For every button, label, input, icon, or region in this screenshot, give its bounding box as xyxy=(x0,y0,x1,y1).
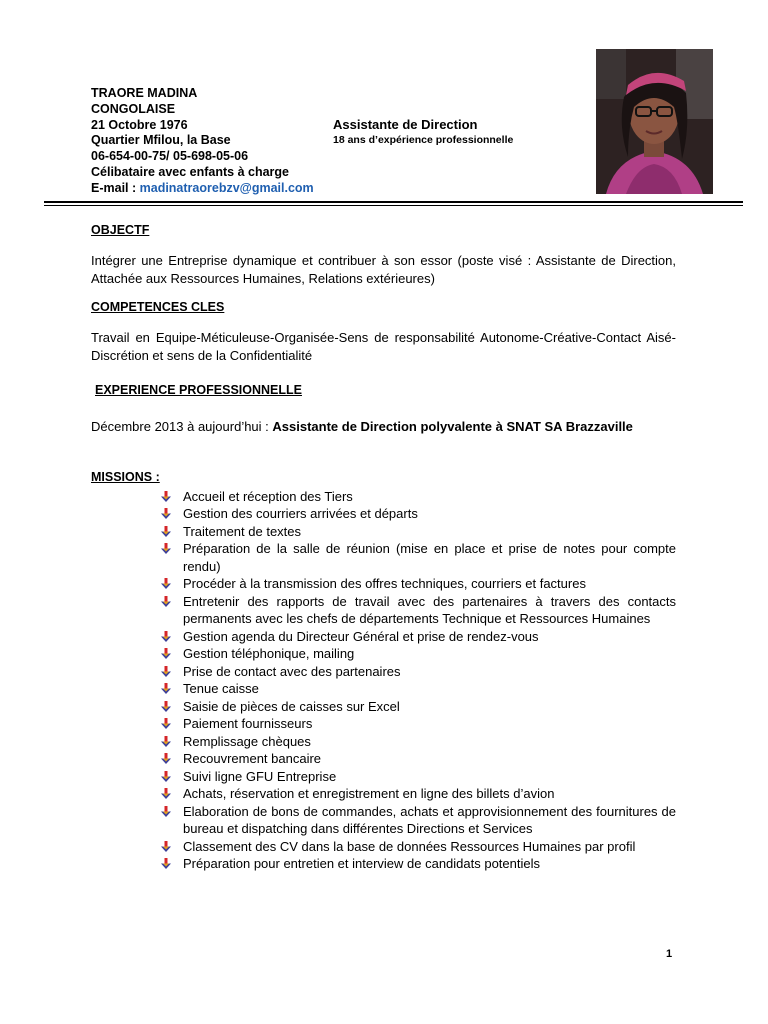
mission-item xyxy=(160,680,676,698)
arrow-bullet-icon xyxy=(160,508,172,520)
arrow-bullet-icon xyxy=(160,648,172,660)
objective-heading: OBJECTF xyxy=(91,223,150,237)
mission-text: Recouvrement bancaire xyxy=(183,751,322,766)
mission-text: Tenue caisse xyxy=(183,681,259,696)
arrow-bullet-icon xyxy=(160,858,172,870)
mission-item xyxy=(160,750,676,768)
mission-text: Accueil et réception des Tiers xyxy=(183,488,353,504)
job-title-block xyxy=(333,117,513,147)
mission-text: Préparation pour entretien et interview de candidats potentiels xyxy=(183,856,540,871)
arrow-bullet-icon xyxy=(160,753,172,765)
header-divider-thick xyxy=(44,201,743,203)
candidate-name: TRAORE MADINA xyxy=(91,86,198,100)
mission-item xyxy=(160,715,676,733)
skills-text: Travail en Equipe-Méticuleuse-Organisée-Sens de responsabilité Autonome-Créative-Contact Aisé-Discrétion et sens de la Confidentialité xyxy=(91,330,676,363)
mission-item xyxy=(160,663,676,681)
arrow-bullet-icon xyxy=(160,596,172,608)
arrow-bullet-icon xyxy=(160,806,172,818)
mission-item xyxy=(160,768,676,786)
mission-item xyxy=(160,698,676,716)
missions-heading: MISSIONS : xyxy=(91,470,160,484)
arrow-bullet-icon xyxy=(160,578,172,590)
mission-text: Procéder à la transmission des offres techniques, courriers et factures xyxy=(183,576,586,591)
portrait-image xyxy=(596,49,713,194)
mission-item xyxy=(160,803,676,838)
experience-summary: 18 ans d’expérience professionnelle xyxy=(333,134,514,146)
mission-text: Gestion téléphonique, mailing xyxy=(183,646,355,661)
mission-item xyxy=(160,838,676,856)
mission-text: Préparation de la salle de réunion (mise en place et prise de notes pour compte rendu) xyxy=(183,541,676,574)
phone-numbers: 06-654-00-75/ 05-698-05-06 xyxy=(91,149,249,164)
mission-text: Gestion des courriers arrivées et départs xyxy=(183,506,418,521)
arrow-bullet-icon xyxy=(160,788,172,800)
header-divider-thin xyxy=(44,205,743,206)
mission-item xyxy=(160,593,676,628)
arrow-bullet-icon xyxy=(160,736,172,748)
mission-item xyxy=(160,733,676,751)
missions-list xyxy=(160,488,676,873)
mission-item xyxy=(160,488,676,506)
mission-item xyxy=(160,505,676,523)
experience-position: Assistante de Direction polyvalente à SNAT SA Brazzaville xyxy=(272,419,633,434)
email-line xyxy=(91,181,314,197)
family-status: Célibataire avec enfants à charge xyxy=(91,164,290,179)
mission-text: Suivi ligne GFU Entreprise xyxy=(183,768,337,784)
email-link[interactable]: madinatraorebzv@gmail.com xyxy=(139,180,314,195)
profile-photo xyxy=(596,49,713,194)
mission-text: Classement des CV dans la base de données Ressources Humaines par profil xyxy=(183,838,636,854)
mission-item xyxy=(160,785,676,803)
skills-heading: COMPETENCES CLES xyxy=(91,300,225,314)
personal-info-block xyxy=(91,86,314,197)
mission-text: Remplissage chèques xyxy=(183,733,311,749)
mission-text: Gestion agenda du Directeur Général et prise de rendez-vous xyxy=(183,628,539,644)
mission-item xyxy=(160,540,676,575)
birth-date: 21 Octobre 1976 xyxy=(91,117,188,132)
nationality: CONGOLAISE xyxy=(91,101,176,116)
mission-item xyxy=(160,523,676,541)
mission-text: Saisie de pièces de caisses sur Excel xyxy=(183,698,400,714)
arrow-bullet-icon xyxy=(160,771,172,783)
arrow-bullet-icon xyxy=(160,841,172,853)
mission-item xyxy=(160,645,676,663)
job-title: Assistante de Direction xyxy=(333,117,478,132)
objective-text: Intégrer une Entreprise dynamique et contribuer à son essor (poste visé : Assistante de Direction, Attachée aux Ressources Humaines, Relations extérieures) xyxy=(91,253,676,286)
arrow-bullet-icon xyxy=(160,526,172,538)
arrow-bullet-icon xyxy=(160,491,172,503)
email-label: E-mail : xyxy=(91,180,140,195)
mission-text: Achats, réservation et enregistrement en ligne des billets d’avion xyxy=(183,786,555,801)
address: Quartier Mfilou, la Base xyxy=(91,133,231,148)
arrow-bullet-icon xyxy=(160,631,172,643)
mission-text: Prise de contact avec des partenaires xyxy=(183,663,401,679)
experience-heading: EXPERIENCE PROFESSIONNELLE xyxy=(95,383,302,397)
arrow-bullet-icon xyxy=(160,683,172,695)
arrow-bullet-icon xyxy=(160,666,172,678)
experience-entry xyxy=(91,418,676,436)
arrow-bullet-icon xyxy=(160,701,172,713)
mission-item xyxy=(160,855,676,873)
mission-item xyxy=(160,575,676,593)
mission-text: Traitement de textes xyxy=(183,523,302,539)
arrow-bullet-icon xyxy=(160,718,172,730)
mission-item xyxy=(160,628,676,646)
mission-text: Paiement fournisseurs xyxy=(183,716,313,731)
page-number: 1 xyxy=(666,948,673,960)
arrow-bullet-icon xyxy=(160,543,172,555)
mission-text: Entretenir des rapports de travail avec des partenaires à travers des contacts permanents avec les chefs de départements Technique et Ressources Humaines xyxy=(183,593,676,626)
mission-text: Elaboration de bons de commandes, achats et approvisionnement des fournitures de bureau et dispatching dans différentes Directions et Services xyxy=(183,803,676,836)
experience-period: Décembre 2013 à aujourd’hui : xyxy=(91,419,273,434)
